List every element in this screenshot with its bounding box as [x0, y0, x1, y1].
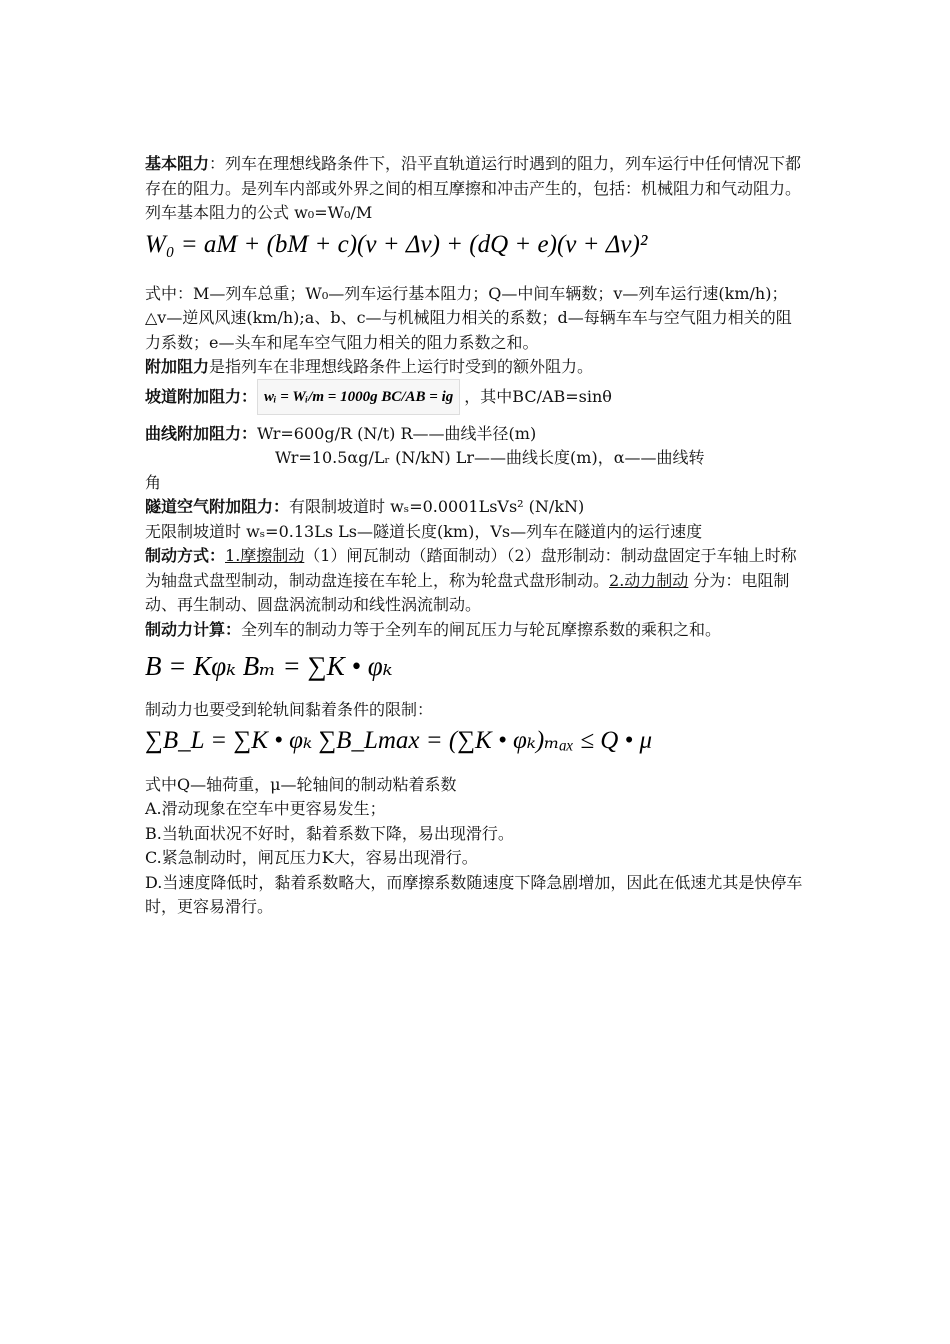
basic-resistance-text: 列车在理想线路条件下，沿平直轨道运行时遇到的阻力，列车运行中任何情况下都存在的阻力。是列车内部或外界之间的相互摩擦和冲击产生的，包括：机械阻力和气动阻力。	[145, 154, 802, 198]
adhesion-formula: ∑B_L = ∑K • φₖ ∑B_Lmax = (∑K • φₖ)ₘₐₓ ≤ Q • μ	[145, 726, 653, 754]
tunnel-resistance-formula1: 有限制坡道时 wₛ=0.0001LsVs² (N/kN)	[289, 497, 585, 516]
slope-resistance-term: 坡道附加阻力：	[145, 386, 258, 406]
slope-resistance-line	[145, 380, 805, 414]
additional-resistance-text: 是指列车在非理想线路条件上运行时受到的额外阻力。	[209, 357, 594, 376]
document-body	[145, 152, 805, 920]
dynamic-braking-text: 分为：电阻制动、再生制动、圆盘涡流制动和线性涡流制动。	[145, 570, 790, 614]
braking-calc-term: 制动力计算：	[145, 619, 242, 639]
option-d: D.当速度降低时，黏着系数略大，而摩擦系数随速度下降急剧增加，因此在低速尤其是快停车时，更容易滑行。	[145, 872, 803, 916]
curve-resistance-line2: Wr=10.5αg/Lᵣ (N/kN) Lr——曲线长度(m)，α——曲线转	[275, 448, 705, 467]
slope-resistance-tail: ，其中BC/AB=sinθ	[464, 386, 612, 406]
friction-braking-text: （1）闸瓦制动（踏面制动）（2）盘形制动：制动盘固定于车轴上时称为轴盘式盘型制动，制动盘连接在车轮上，称为轮盘式盘形制动。	[145, 546, 797, 590]
basic-formula-explanation: 式中：M—列车总重；W₀—列车运行基本阻力；Q—中间车辆数；v—列车运行速(km/h)；△v—逆风风速(km/h);a、b、c—与机械阻力相关的系数；d—每辆车车与空气阻力相关的阻力系数；e—头车和尾车空气阻力相关的阻力系数之和。	[145, 283, 792, 352]
basic-formula-intro: 列车基本阻力的公式 w₀=W₀/M	[145, 203, 373, 222]
slope-resistance-formula: wᵢ = Wᵢ/m = 1000g BC/AB = ig	[257, 379, 460, 415]
curve-resistance-term: 曲线附加阻力：	[145, 423, 258, 443]
tunnel-resistance-term: 隧道空气附加阻力：	[145, 497, 290, 516]
option-c: C.紧急制动时，闸瓦压力K大，容易出现滑行。	[145, 848, 478, 867]
braking-mode-paragraph	[145, 544, 805, 618]
option-a: A.滑动现象在空车中更容易发生；	[145, 799, 386, 818]
tunnel-resistance-line1	[145, 495, 805, 520]
option-b: B.当轨面状况不好时，黏着系数下降，易出现滑行。	[145, 823, 514, 843]
dynamic-braking-link: 2.动力制动	[609, 570, 689, 590]
adhesion-intro: 制动力也要受到轮轨间黏着条件的限制：	[145, 700, 434, 719]
curve-resistance-line1	[145, 422, 805, 447]
curve-resistance-formula1: Wr=600g/R (N/t) R——曲线半径(m)	[257, 423, 537, 443]
braking-calc-paragraph	[145, 618, 805, 643]
additional-resistance-term: 附加阻力	[145, 357, 210, 376]
basic-resistance-term: 基本阻力	[145, 154, 210, 173]
friction-braking-link: 1.摩擦制动	[225, 546, 305, 565]
basic-resistance-paragraph	[145, 152, 805, 201]
basic-resistance-formula: W₀ = aM + (bM + c)(v + Δv) + (dQ + e)(v + Δv)²	[145, 230, 648, 258]
brake-force-formula: B = Kφₖ Bₘ = ∑K • φₖ	[145, 651, 393, 681]
tunnel-resistance-line2: 无限制坡道时 wₛ=0.13Ls Ls—隧道长度(km)，Vs—列车在隧道内的运行速度	[145, 521, 703, 541]
basic-resistance-sep: ：	[209, 154, 226, 173]
curve-resistance-line3: 角	[145, 472, 162, 492]
additional-resistance-paragraph	[145, 355, 805, 380]
braking-calc-text: 全列车的制动力等于全列车的闸瓦压力与轮瓦摩擦系数的乘积之和。	[241, 619, 722, 639]
braking-mode-term: 制动方式：	[145, 546, 226, 565]
adhesion-explanation: 式中Q—轴荷重，μ—轮轴间的制动粘着系数	[145, 774, 457, 794]
